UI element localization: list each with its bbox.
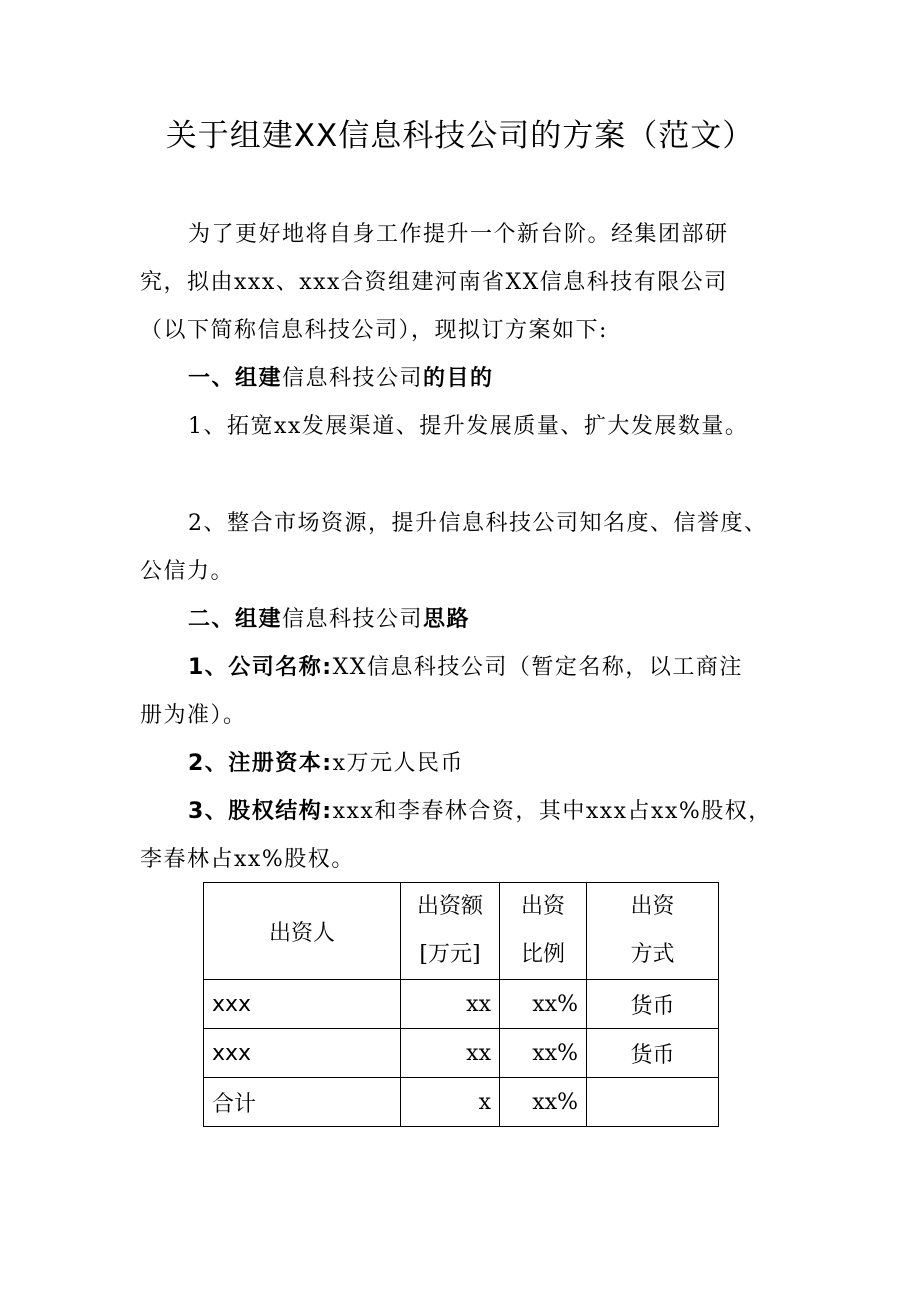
section1-heading-prefix: 一、组建 xyxy=(188,366,283,391)
section1-item-1: 1、拓宽xx发展渠道、提升发展质量、扩大发展数量。 xyxy=(188,414,749,439)
section1-heading-suffix: 的目的 xyxy=(423,366,494,391)
header-method-line-2: 方式 xyxy=(630,942,675,967)
equity-structure-value: xxx和李春林合资，其中xxx占xx%股权， xyxy=(332,799,772,824)
row-ratio: xx% xyxy=(500,1078,587,1127)
row-method xyxy=(587,1078,719,1127)
section2-heading-middle: 信息科技公司 xyxy=(282,607,424,632)
section1-item-2-line-1: 2、整合市场资源，提升信息科技公司知名度、信誉度、 xyxy=(188,511,768,536)
header-ratio xyxy=(500,883,587,980)
row-amount: xx xyxy=(401,1029,500,1078)
registered-capital-value: x万元人民币 xyxy=(332,751,465,776)
company-name-line-1 xyxy=(188,652,743,684)
table-total-row xyxy=(204,1078,719,1127)
document-title: 关于组建XX信息科技公司的方案（范文） xyxy=(165,118,755,154)
table-row xyxy=(204,1029,719,1078)
equity-structure-line-2: 李春林占xx%股权。 xyxy=(140,847,355,872)
row-method: 货币 xyxy=(587,980,719,1029)
section2-heading-suffix: 思路 xyxy=(423,607,471,632)
section2-heading xyxy=(188,604,470,636)
company-name-value: XX信息科技公司（暂定名称，以工商注 xyxy=(332,655,743,680)
intro-line-3: （以下简称信息科技公司），现拟订方案如下: xyxy=(140,318,608,343)
row-ratio: xx% xyxy=(500,980,587,1029)
row-investor: xxx xyxy=(204,980,401,1029)
header-ratio-line-2: 比例 xyxy=(520,942,565,967)
row-amount: xx xyxy=(401,980,500,1029)
registered-capital-label: 2、注册资本: xyxy=(188,751,333,776)
intro-line-1: 为了更好地将自身工作提升一个新台阶。经集团部研 xyxy=(188,222,729,247)
row-amount: x xyxy=(401,1078,500,1127)
section1-heading xyxy=(188,363,494,395)
section1-heading-middle: 信息科技公司 xyxy=(282,366,424,391)
header-amount-line-1: 出资额 xyxy=(416,894,483,919)
company-name-label: 1、公司名称: xyxy=(188,655,333,680)
capital-contribution-table xyxy=(203,882,719,1127)
row-investor: 合计 xyxy=(204,1078,401,1127)
table-row xyxy=(204,980,719,1029)
intro-line-2: 究，拟由xxx、xxx合资组建河南省XX信息科技有限公司 xyxy=(140,270,728,295)
section1-item-2-line-2: 公信力。 xyxy=(140,559,235,584)
equity-structure-line-1 xyxy=(188,796,772,828)
header-method-line-1: 出资 xyxy=(630,894,675,919)
header-method xyxy=(587,883,719,980)
table-header-row xyxy=(204,883,719,980)
section2-heading-prefix: 二、组建 xyxy=(188,607,283,632)
company-name-line-2: 册为准）。 xyxy=(140,703,247,728)
row-method: 货币 xyxy=(587,1029,719,1078)
header-amount xyxy=(401,883,500,980)
row-investor: xxx xyxy=(204,1029,401,1078)
header-ratio-line-1: 出资 xyxy=(520,894,565,919)
registered-capital-line xyxy=(188,748,464,780)
header-amount-line-2: [万元] xyxy=(419,942,481,967)
row-ratio: xx% xyxy=(500,1029,587,1078)
equity-structure-label: 3、股权结构: xyxy=(188,799,333,824)
header-investor: 出资人 xyxy=(204,883,401,980)
